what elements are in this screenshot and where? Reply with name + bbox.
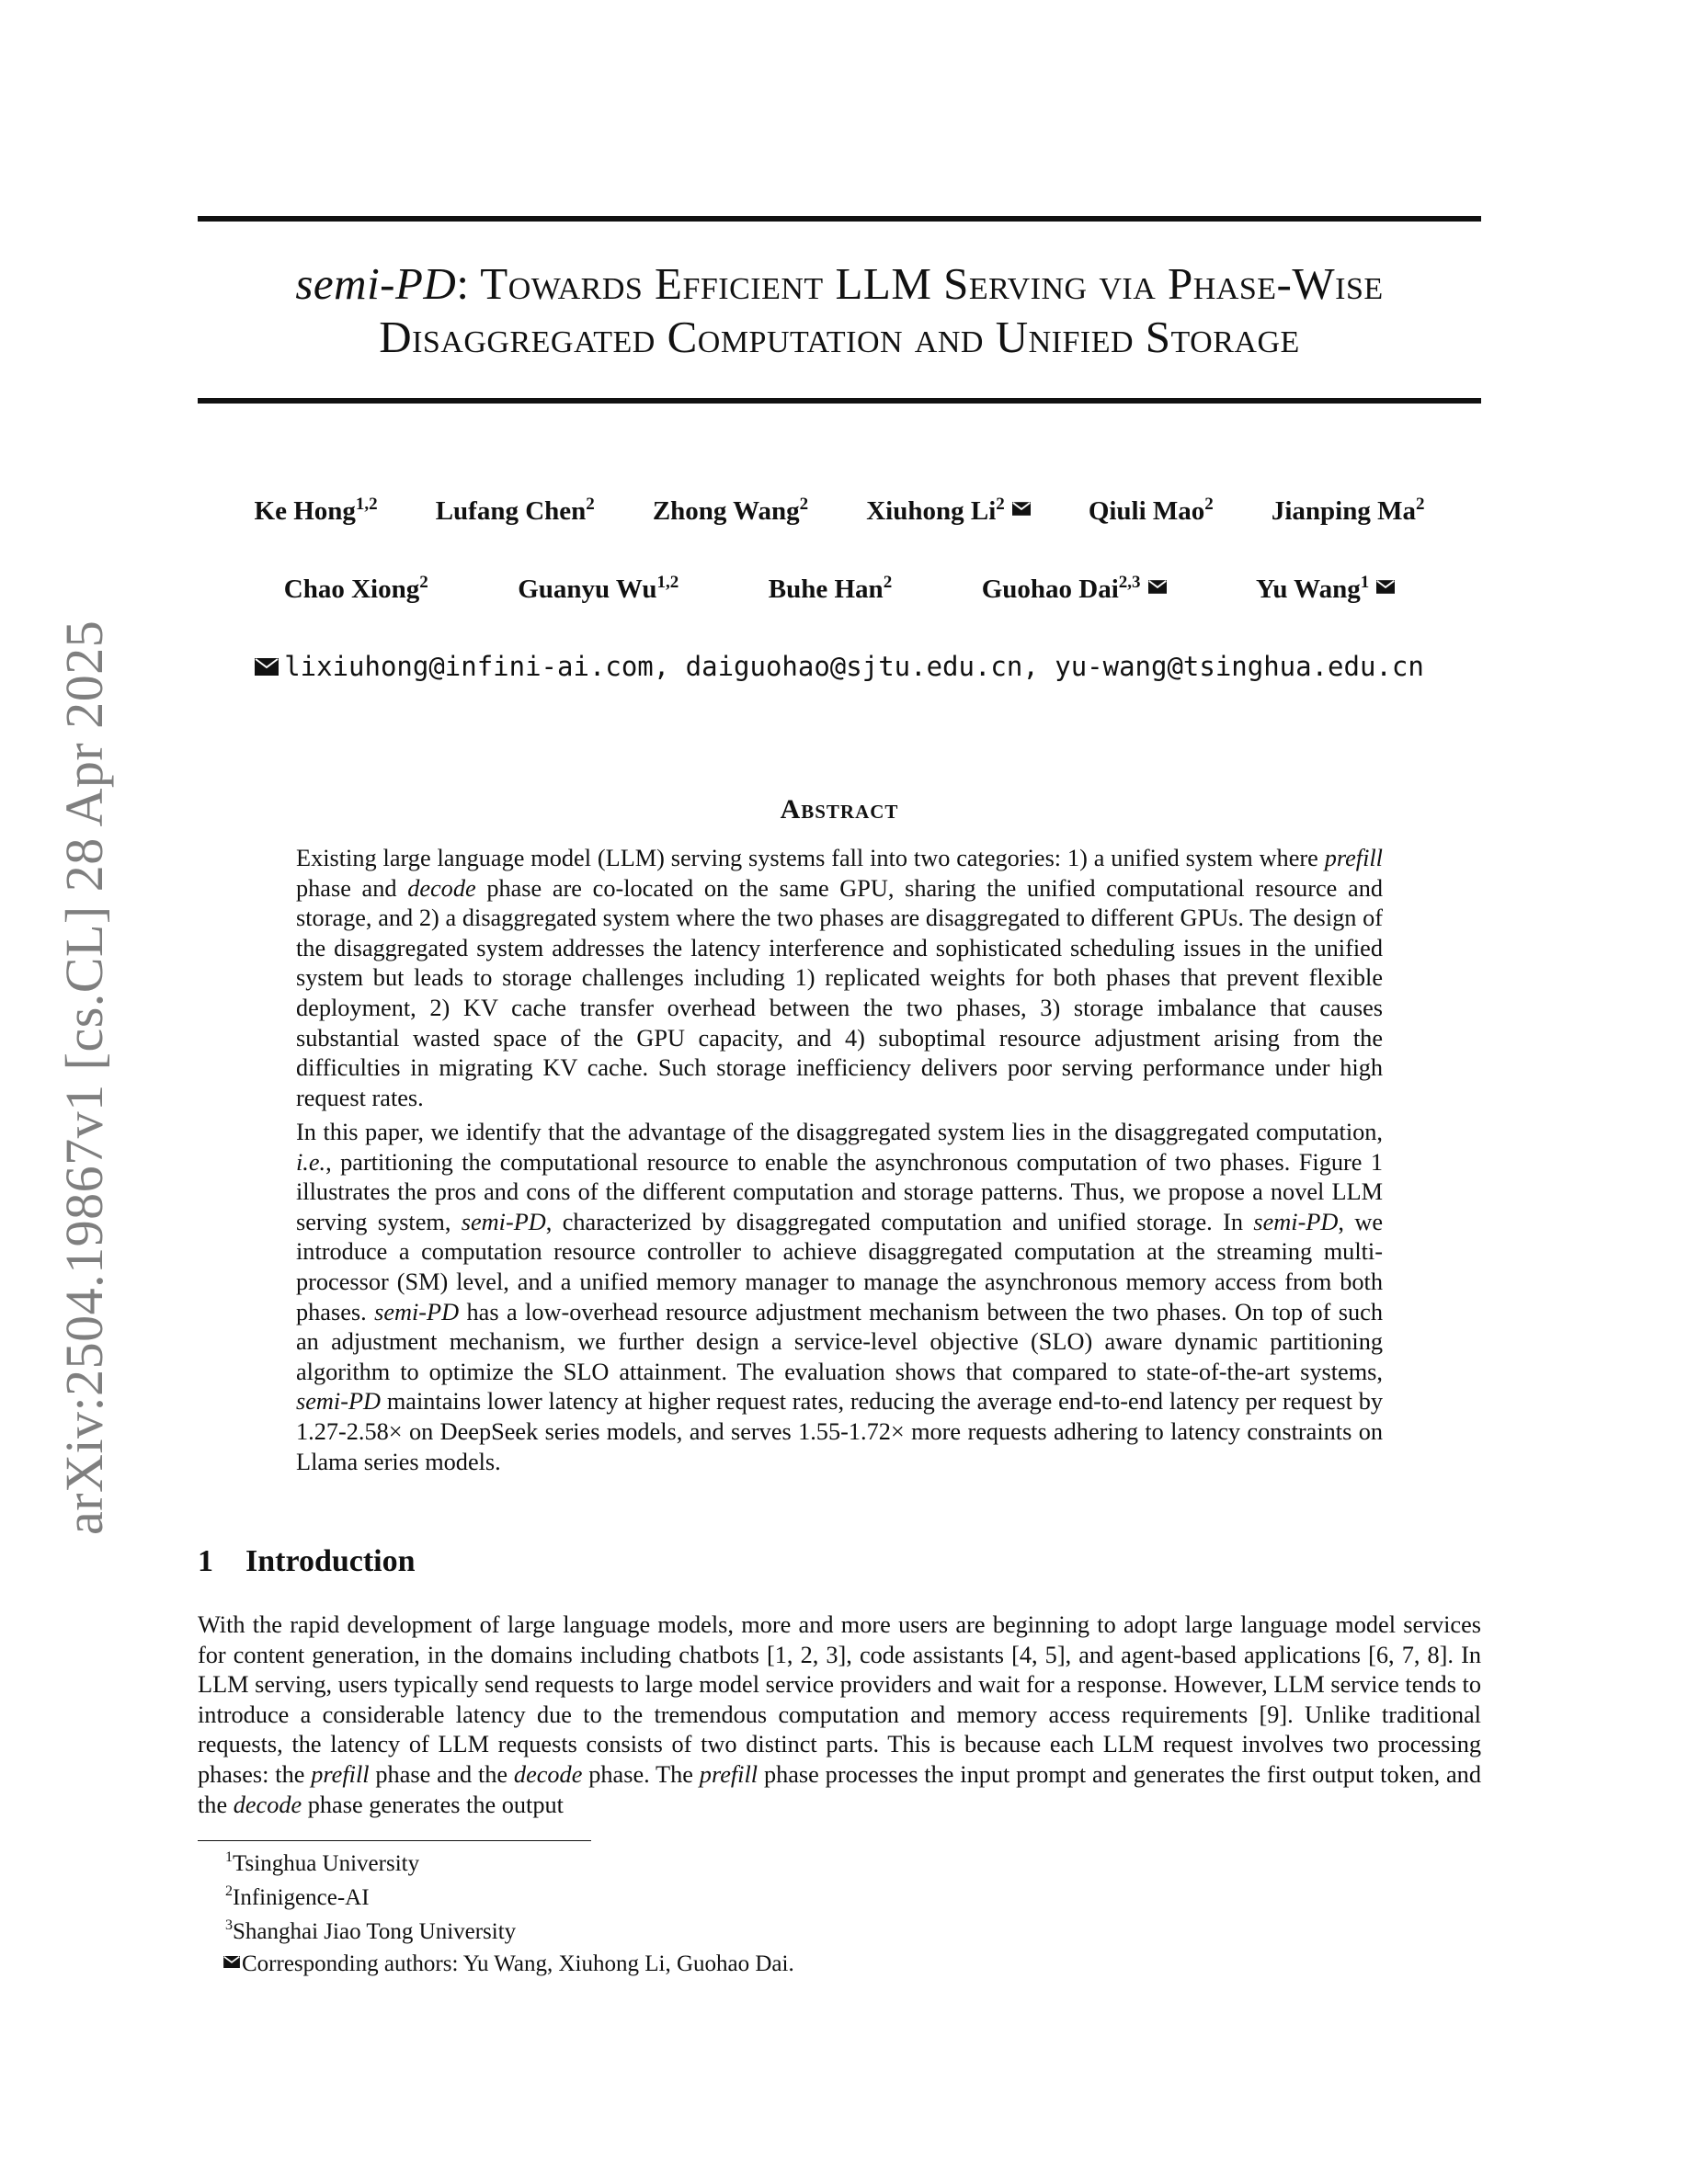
- text-run: has a low-overhead resource adjustment mechanism between the two phases. On top of such an adjustment mechanism, we further design a service-level objective (SLO) aware dynamic partitioning algorithm to optimize the SLO attainment. The evaluation shows that compared to state-of-the-art systems,: [296, 1298, 1383, 1385]
- author-affiliation-mark: 1,2: [355, 495, 378, 514]
- emphasis-text: decode: [513, 1760, 583, 1788]
- abstract-heading: Abstract: [780, 794, 899, 825]
- footnote-text: Corresponding authors: Yu Wang, Xiuhong Li, Guohao Dai.: [242, 1951, 794, 1976]
- author-affiliation-mark: 1,2: [656, 573, 679, 592]
- author-list-row-2: [198, 574, 1481, 605]
- author-list-row-1: [198, 496, 1481, 527]
- title-rule-top: [198, 216, 1481, 222]
- text-run: phase and the: [369, 1760, 514, 1788]
- author-affiliation-mark: 2: [996, 495, 1005, 514]
- author-affiliation-mark: 2,3: [1118, 573, 1141, 592]
- emphasis-text: semi-PD: [374, 1298, 460, 1325]
- envelope-icon: [223, 1956, 240, 1968]
- author-name: Qiuli Mao: [1088, 496, 1205, 526]
- author-entry: [436, 496, 595, 527]
- author-entry: [1272, 496, 1425, 527]
- title-rest: : Towards Efficient LLM Serving via Phase-Wise Disaggregated Computation and Unified Storage: [379, 258, 1384, 362]
- author-affiliation-mark: 1: [1360, 573, 1370, 592]
- text-run: phase and: [296, 874, 408, 902]
- author-affiliation-mark: 2: [1415, 495, 1425, 514]
- emphasis-text: prefill: [1324, 845, 1383, 871]
- text-run: , we introduce a computation resource controller to achieve disaggregated computation at the streaming multi-processor (SM) level, and a unified memory manager to manage the asynchronous memory access from both phases.: [296, 1208, 1384, 1325]
- author-name: Zhong Wang: [652, 496, 800, 526]
- author-name: Lufang Chen: [435, 496, 587, 526]
- author-name: Xiuhong Li: [866, 496, 997, 526]
- envelope-icon: [1376, 580, 1395, 594]
- abstract-paragraph: [296, 844, 1383, 1113]
- text-run: maintains lower latency at higher request rates, reducing the average end-to-end latency per request by 1.27-2.58× on DeepSeek series models, and serves 1.55-1.72× more requests adhering to latency constraints on Llama series models.: [296, 1388, 1383, 1475]
- envelope-icon: [1012, 502, 1031, 516]
- footnote-text: Shanghai Jiao Tong University: [233, 1919, 517, 1944]
- envelope-icon: [255, 658, 279, 676]
- section-number: 1: [198, 1544, 213, 1578]
- emphasis-text: decode: [407, 874, 476, 902]
- text-run: phase. The: [582, 1760, 700, 1788]
- abstract-paragraph: [296, 1118, 1383, 1477]
- text-run: In this paper, we identify that the advantage of the disaggregated system lies in the disaggregated computation,: [296, 1119, 1383, 1145]
- text-run: phase generates the output: [302, 1791, 564, 1818]
- author-entry: [284, 574, 428, 605]
- footnote: [223, 1951, 794, 1978]
- text-run: With the rapid development of large language models, more and more users are beginning to adopt large language model services for content generation, in the domains including chatbots [1, 2, 3], code assistants [4, 5], and agent-based applications [6, 7, 8]. In LLM serving, users typically send requests to large model service providers and wait for a response. However, LLM service tends to introduce a considerable latency due to the tremendous computation and memory access requirements [9]. Unlike traditional requests, the latency of LLM requests consists of two distinct parts. This is because each LLM request involves two processing phases: the: [198, 1611, 1481, 1788]
- author-affiliation-mark: 2: [799, 495, 809, 514]
- author-affiliation-mark: 2: [586, 495, 595, 514]
- text-run: phase are co-located on the same GPU, sharing the unified computational resource and storage, and 2) a disaggregated system where the two phases are disaggregated to different GPUs. The design of the disaggregated system addresses the latency interference and sophisticated scheduling issues in the unified system but leads to storage challenges including 1) replicated weights for both phases that prevent flexible deployment, 2) KV cache transfer overhead between the two phases, 3) storage imbalance that causes substantial wasted space of the GPU capacity, and 4) suboptimal resource adjustment arising from the difficulties in migrating KV cache. Such storage inefficiency delivers poor serving performance under high request rates.: [296, 874, 1383, 1111]
- email-addresses: lixiuhong@infini-ai.com, daiguohao@sjtu.edu.cn, yu-wang@tsinghua.edu.cn: [284, 651, 1424, 682]
- footnote-mark: 3: [225, 1917, 233, 1933]
- emphasis-text: prefill: [699, 1760, 758, 1788]
- author-affiliation-mark: 2: [883, 573, 893, 592]
- emphasis-text: decode: [233, 1791, 302, 1818]
- footnote-text: Infinigence-AI: [233, 1885, 370, 1910]
- emphasis-text: semi-PD: [1253, 1208, 1339, 1235]
- section-heading: [198, 1544, 416, 1579]
- author-entry: [653, 496, 808, 527]
- footnote-text: Tsinghua University: [233, 1851, 420, 1876]
- author-entry: [1089, 496, 1214, 527]
- author-entry: [1256, 574, 1395, 605]
- text-run: , characterized by disaggregated computation and unified storage. In: [545, 1208, 1254, 1235]
- text-run: , partitioning the computational resource to enable the asynchronous computation of two phases. Figure 1 illustrates the pros and cons of the different computation and storage patterns. Thus, we propose a novel LLM serving system,: [296, 1148, 1383, 1235]
- emphasis-text: semi-PD: [461, 1208, 546, 1235]
- author-entry: [518, 574, 679, 605]
- author-entry: [769, 574, 892, 605]
- body-paragraph: [198, 1610, 1481, 1820]
- author-name: Guohao Dai: [981, 574, 1119, 604]
- author-name: Jianping Ma: [1271, 496, 1416, 526]
- author-affiliation-mark: 2: [419, 573, 428, 592]
- footnote: [225, 1918, 516, 1946]
- footnote: [225, 1850, 419, 1878]
- text-run: phase processes the input prompt and generates the first output token, and the: [198, 1760, 1481, 1818]
- emphasis-text: semi-PD: [296, 1388, 382, 1416]
- envelope-icon: [1148, 580, 1167, 594]
- footnote-mark: 1: [225, 1849, 233, 1865]
- footnote-rule: [198, 1840, 591, 1841]
- author-affiliation-mark: 2: [1204, 495, 1214, 514]
- title-rule-bottom: [198, 398, 1481, 404]
- footnote: [225, 1884, 370, 1912]
- author-entry: [982, 574, 1167, 605]
- paper-title: [198, 257, 1481, 364]
- text-run: Existing large language model (LLM) serving systems fall into two categories: 1) a unified system where: [296, 845, 1325, 871]
- author-name: Guanyu Wu: [518, 574, 657, 604]
- author-entry: [255, 496, 378, 527]
- title-system-name: semi-PD: [295, 258, 457, 309]
- author-entry: [866, 496, 1031, 527]
- section-title: Introduction: [245, 1544, 416, 1578]
- emphasis-text: i.e.: [296, 1148, 326, 1176]
- author-name: Buhe Han: [768, 574, 884, 604]
- author-emails: [198, 651, 1481, 682]
- emphasis-text: prefill: [311, 1760, 370, 1788]
- author-name: Ke Hong: [254, 496, 356, 526]
- author-name: Chao Xiong: [283, 574, 420, 604]
- footnote-mark: 2: [225, 1883, 233, 1899]
- author-name: Yu Wang: [1256, 574, 1361, 604]
- arxiv-identifier: arXiv:2504.19867v1 [cs.CL] 28 Apr 2025: [54, 620, 114, 1535]
